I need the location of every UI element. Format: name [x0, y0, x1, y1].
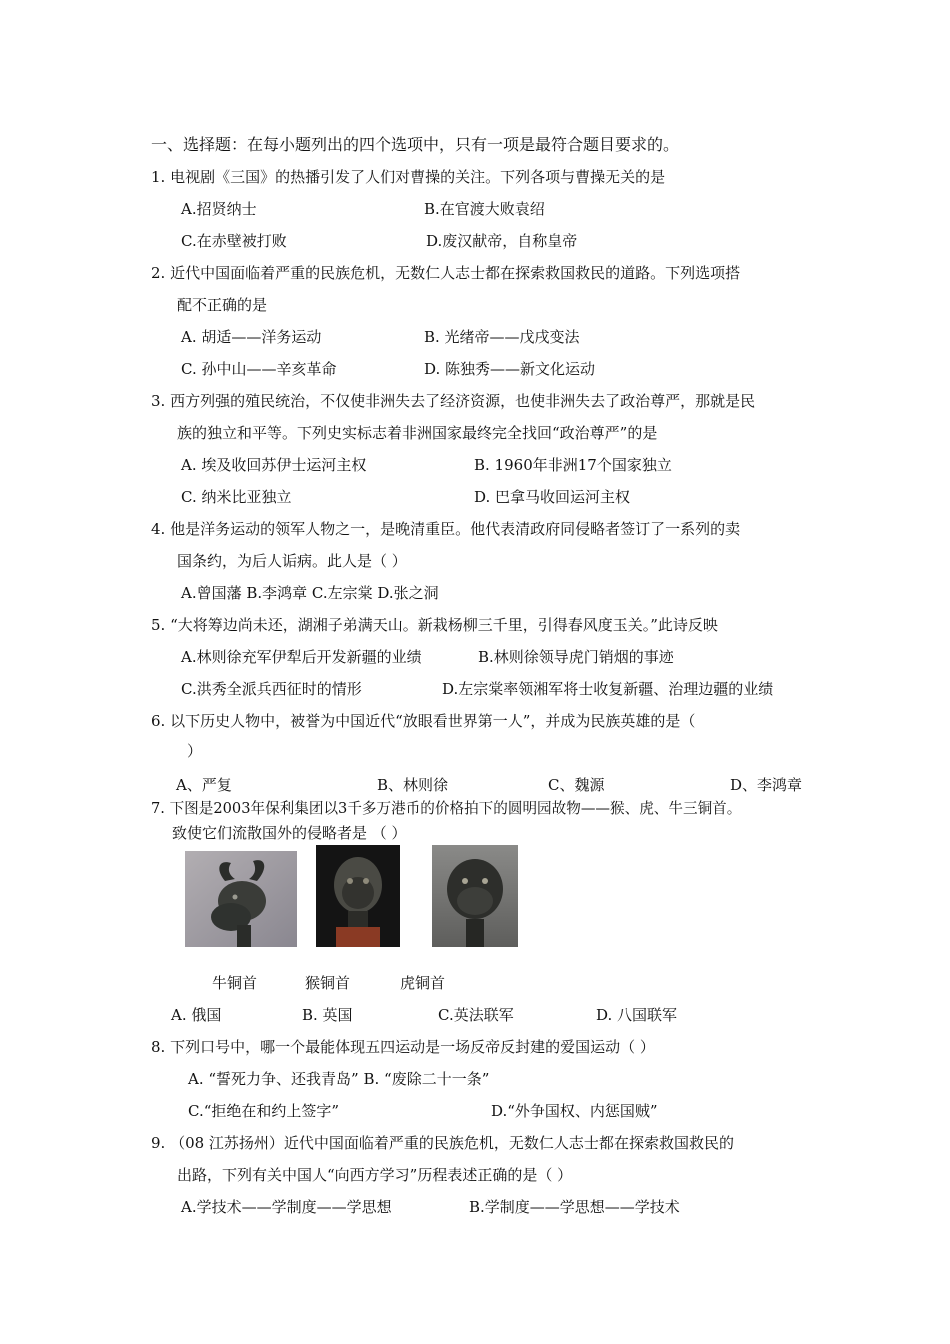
q9-stem-line2: 出路，下列有关中国人“向西方学习”历程表述正确的是（ ） [177, 1166, 573, 1184]
q3-option-c: C. 纳米比亚独立 [181, 488, 292, 506]
q6-option-a: A、严复 [176, 776, 232, 794]
q1-option-d: D.废汉献帝，自称皇帝 [426, 232, 578, 250]
q5-stem: 5. “大将筹边尚未还，湖湘子弟满天山。新栽杨柳三千里，引得春风度玉关。”此诗反映 [151, 616, 718, 634]
q3-option-b: B. 1960年非洲17个国家独立 [474, 456, 672, 474]
q8-option-c: C.“拒绝在和约上签字” [188, 1102, 340, 1120]
q2-stem-line1: 2. 近代中国面临着严重的民族危机，无数仁人志士都在探索救国救民的道路。下列选项搭 [151, 264, 741, 282]
q5-option-d: D.左宗棠率领湘军将士收复新疆、治理边疆的业绩 [442, 680, 774, 698]
q2-option-c: C. 孙中山——辛亥革命 [181, 360, 337, 378]
q4-stem-line2: 国条约，为后人诟病。此人是（ ） [177, 552, 407, 570]
monkey-bronze-head-image [316, 845, 400, 947]
q4-stem-line1: 4. 他是洋务运动的领军人物之一，是晚清重臣。他代表清政府同侵略者签订了一系列的卖 [151, 520, 741, 538]
q9-stem-line1: 9. （08 江苏扬州）近代中国面临着严重的民族危机，无数仁人志士都在探索救国救民的 [151, 1134, 734, 1152]
q3-stem-line2: 族的独立和平等。下列史实标志着非洲国家最终完全找回“政治尊严”的是 [177, 424, 658, 442]
q5-option-a: A.林则徐充军伊犁后开发新疆的业绩 [181, 648, 422, 666]
q6-option-b: B、林则徐 [377, 776, 449, 794]
section-header: 一、选择题：在每小题列出的四个选项中，只有一项是最符合题目要求的。 [151, 135, 680, 154]
q7-option-d: D. 八国联军 [596, 1006, 678, 1024]
caption-tiger: 虎铜首 [400, 974, 446, 992]
q7-stem-line2: 致使它们流散国外的侵略者是 （ ） [172, 824, 407, 842]
q5-option-c: C.洪秀全派兵西征时的情形 [181, 680, 362, 698]
q1-option-c: C.在赤壁被打败 [181, 232, 287, 250]
q7-option-b: B. 英国 [302, 1006, 353, 1024]
q7-option-a: A. 俄国 [171, 1006, 222, 1024]
q6-option-c: C、魏源 [548, 776, 605, 794]
q7-option-c: C.英法联军 [438, 1006, 514, 1024]
q9-option-a: A.学技术——学制度——学思想 [181, 1198, 392, 1216]
q8-stem: 8. 下列口号中，哪一个最能体现五四运动是一场反帝反封建的爱国运动（ ） [151, 1038, 655, 1056]
q2-option-b: B. 光绪帝——戊戌变法 [424, 328, 580, 346]
tiger-bronze-head-image [432, 845, 518, 947]
q3-option-a: A. 埃及收回苏伊士运河主权 [181, 456, 367, 474]
q3-option-d: D. 巴拿马收回运河主权 [474, 488, 631, 506]
q8-options-ab: A. “誓死力争、还我青岛” B. “废除二十一条” [188, 1070, 490, 1088]
q8-option-d: D.“外争国权、内惩国贼” [491, 1102, 658, 1120]
q2-option-d: D. 陈独秀——新文化运动 [424, 360, 596, 378]
q2-stem-line2: 配不正确的是 [177, 296, 268, 314]
q2-option-a: A. 胡适——洋务运动 [181, 328, 322, 346]
caption-ox: 牛铜首 [212, 974, 258, 992]
q1-stem: 1. 电视剧《三国》的热播引发了人们对曹操的关注。下列各项与曹操无关的是 [151, 168, 666, 186]
q9-option-b: B.学制度——学思想——学技术 [469, 1198, 680, 1216]
q3-stem-line1: 3. 西方列强的殖民统治，不仅使非洲失去了经济资源，也使非洲失去了政治尊严，那就是民 [151, 392, 756, 410]
caption-monkey: 猴铜首 [305, 974, 351, 992]
q5-option-b: B.林则徐领导虎门销烟的事迹 [478, 648, 674, 666]
q6-stem-line2: ） [187, 742, 203, 760]
q6-stem-line1: 6. 以下历史人物中，被誉为中国近代“放眼看世界第一人”，并成为民族英雄的是（ [151, 712, 696, 730]
q4-options: A.曾国藩 B.李鸿章 C.左宗棠 D.张之洞 [181, 584, 439, 602]
q7-stem-line1: 7. 下图是2003年保利集团以3千多万港币的价格拍下的圆明园故物——猴、虎、牛三铜首。 [151, 800, 742, 817]
ox-bronze-head-image [185, 851, 297, 947]
q1-option-a: A.招贤纳士 [181, 200, 257, 218]
q6-option-d: D、李鸿章 [730, 776, 803, 794]
q1-option-b: B.在官渡大败袁绍 [424, 200, 545, 218]
